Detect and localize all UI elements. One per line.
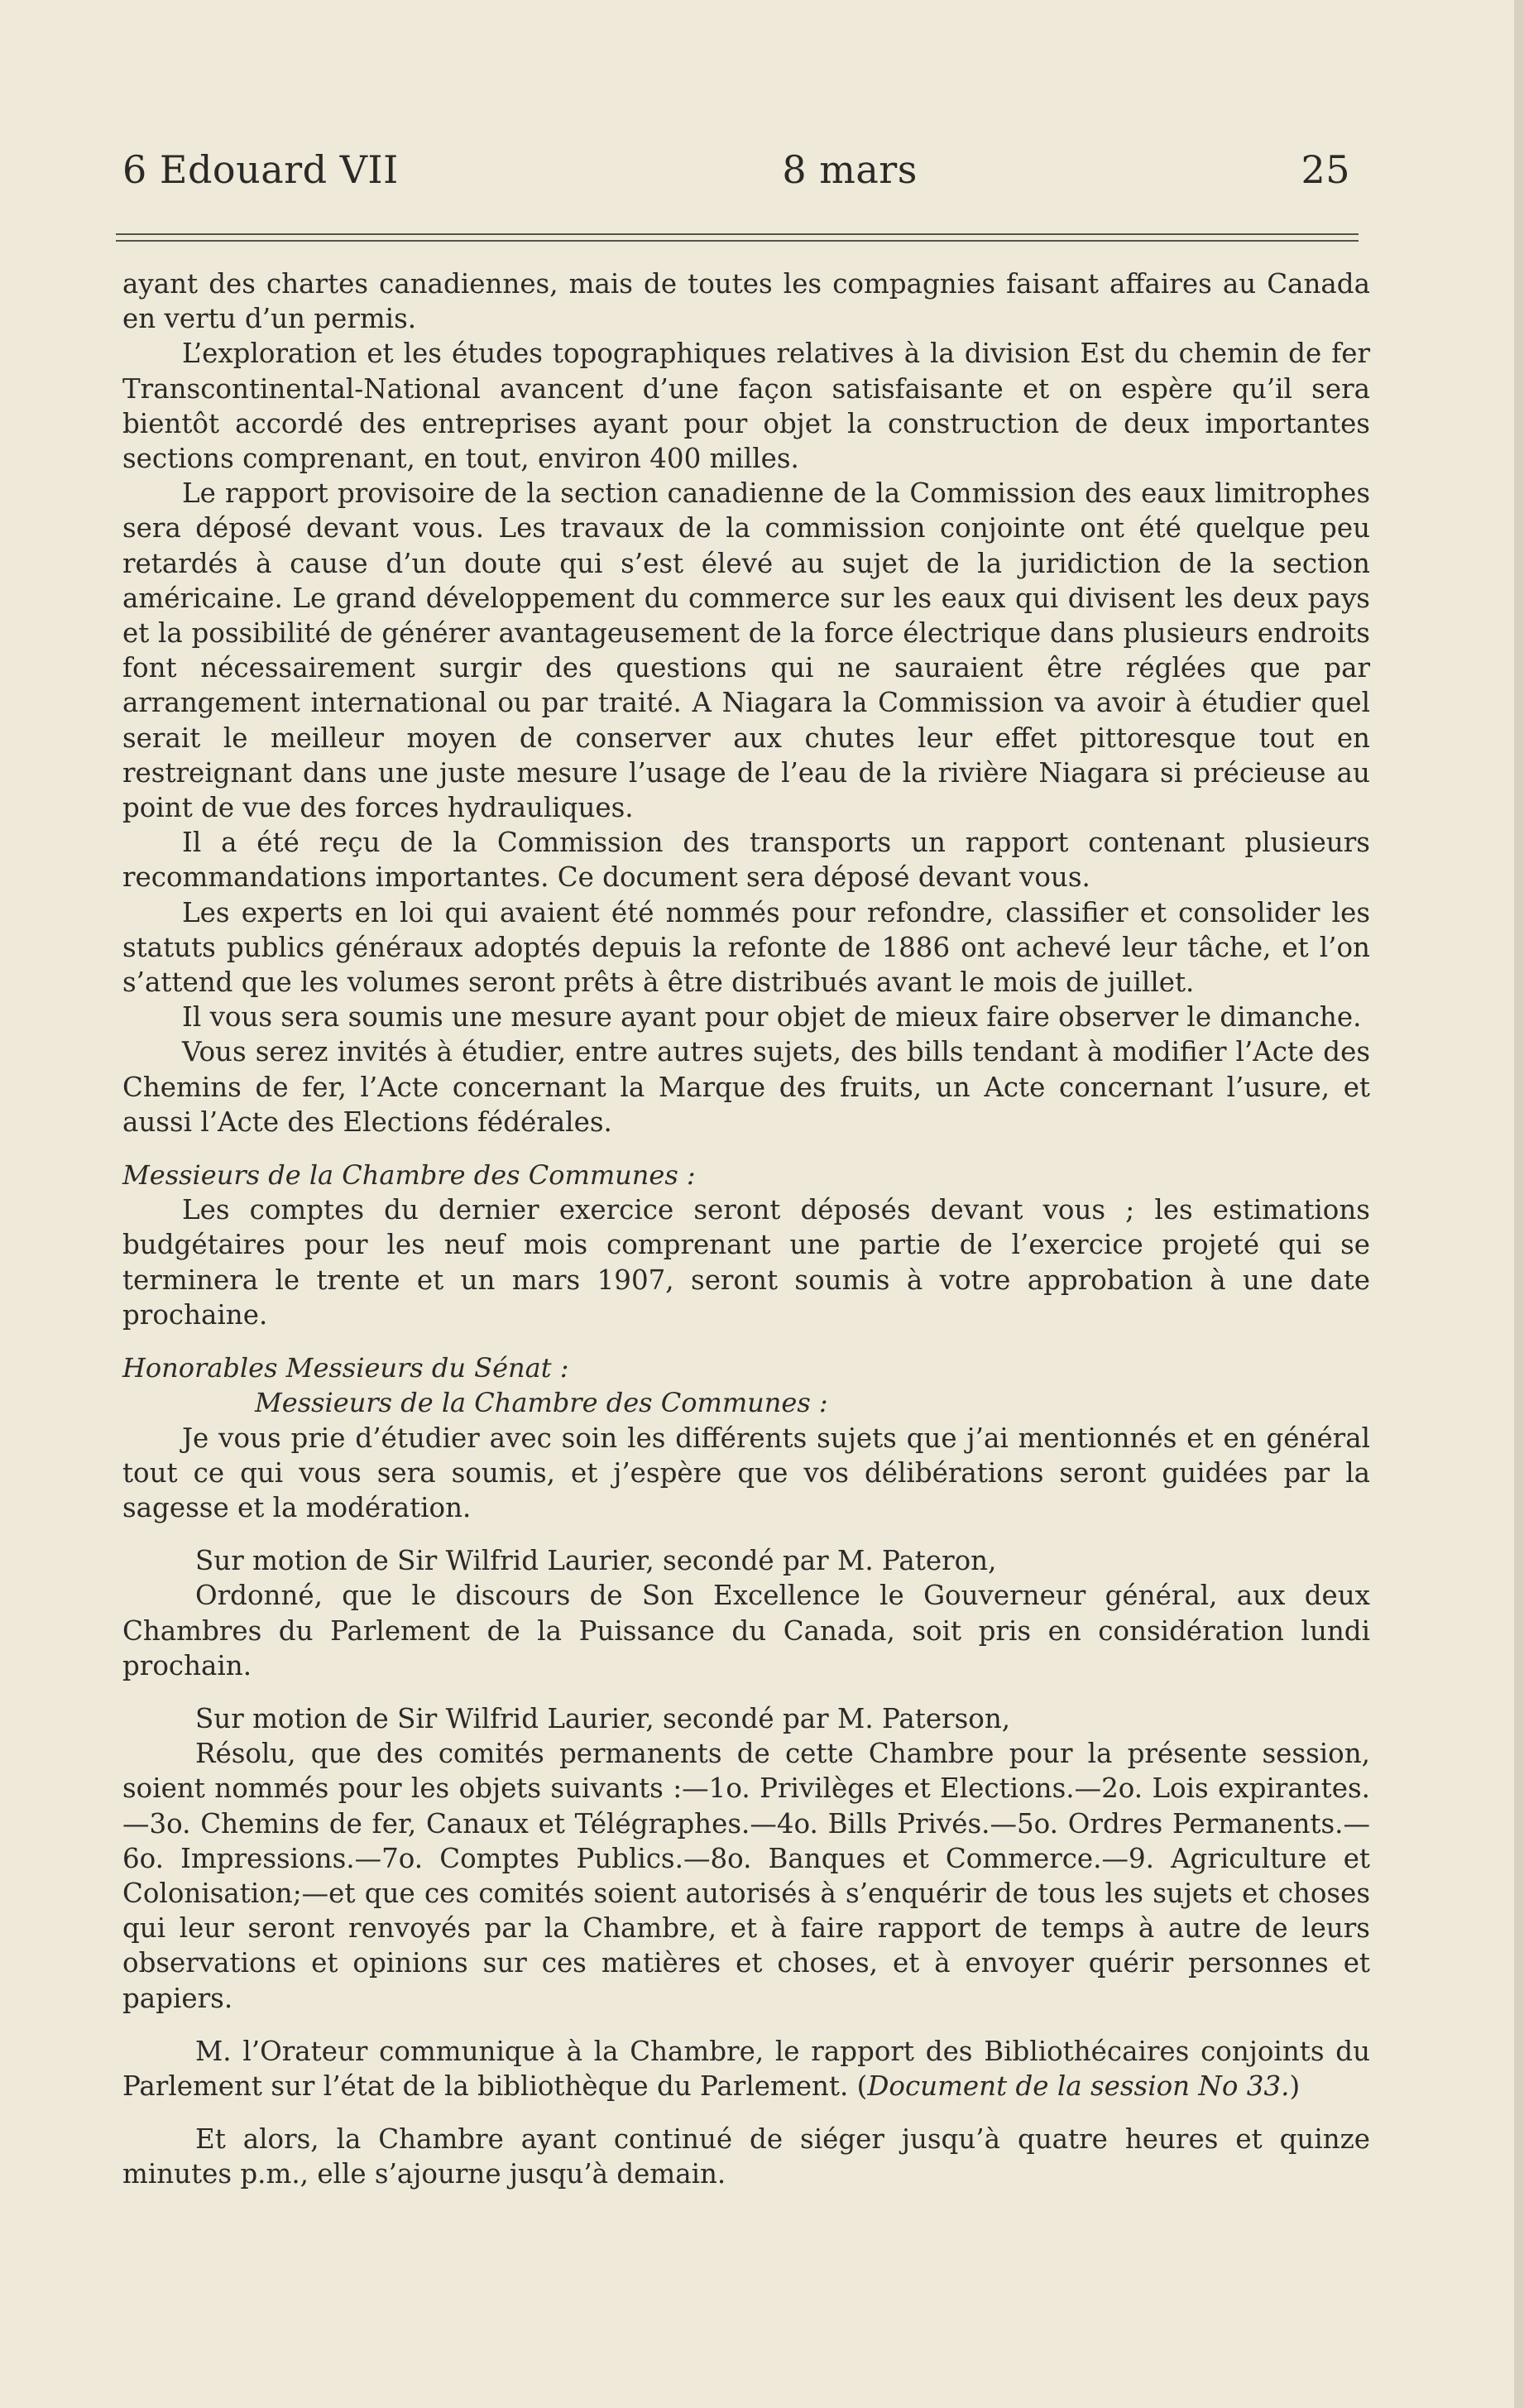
paragraph-motion-2: Sur motion de Sir Wilfrid Laurier, secondé par M. Paterson, <box>195 1702 1011 1734</box>
paragraph-eaux-limitrophes: Le rapport provisoire de la section canadienne de la Commission des eaux limitrophes sera déposé devant vous. Les travaux de la commission conjointe ont été quelque peu retardés à cause d’un doute qui s’est élevé au sujet de la juridiction de la section américaine. Le grand développement du commerce sur les eaux qui divisent les deux pays et la possibilité de générer avantageusement de la force électrique dans plusieurs endroits font nécessairement surgir des questions qui ne sauraient être réglées que par arrangement international ou par traité. A Niagara la Commission va avoir à étudier quel serait le meilleur moyen de conserver aux chutes leur effet pittoresque tout en restreignant dans une juste mesure l’usage de l’eau de la rivière Niagara si précieuse au point de vue des forces hydrauliques. <box>122 477 1370 824</box>
paragraph-orateur <box>122 2034 1370 2103</box>
paragraph-ordonne: Ordonné, que le discours de Son Excellence le Gouverneur général, aux deux Chambres du Parlement de la Puissance du Canada, soit pris en considération lundi prochain. <box>122 1580 1370 1681</box>
body-text <box>122 266 1370 2192</box>
paragraph-resolu: Résolu, que des comités permanents de cette Chambre pour la présente session, soient nommés pour les objets suivants :—1o. Privilèges et Elections.—2o. Lois expirantes.—3o. Chemins de fer, Canaux et Télégraphes.—4o. Bills Privés.—5o. Ordres Permanents.—6o. Impressions.—7o. Comptes Publics.—8o. Banques et Commerce.—9. Agriculture et Colonisation;—et que ces comités soient autorisés à s’enquérir de tous les sujets et choses qui leur seront renvoyés par la Chambre, et à faire rapport de temps à autre de leurs observations et opinions sur ces matières et choses, et à envoyer quérir personnes et papiers. <box>122 1738 1370 2014</box>
paragraph-transports: Il a été reçu de la Commission des transports un rapport contenant plusieurs recommandations importantes. Ce document sera déposé devant vous. <box>122 827 1370 894</box>
document-reference: Document de la session No 33. <box>867 2070 1290 2102</box>
paragraph-experts: Les experts en loi qui avaient été nommés pour refondre, classifier et consolider les statuts publics généraux adoptés depuis la refonte de 1886 ont achevé leur tâche, et l’on s’attend que les volumes seront prêts à être distribués avant le mois de juillet. <box>122 896 1370 999</box>
header-session: 6 Edouard VII <box>122 147 399 192</box>
paragraph-prie: Je vous prie d’étudier avec soin les différents sujets que j’ai mentionnés et en général tout ce qui vous sera soumis, et j’espère que vos délibérations seront guidées par la sagesse et la modération. <box>122 1422 1370 1523</box>
heading-commons: Messieurs de la Chambre des Communes : <box>122 1159 696 1192</box>
paragraph-chartes: ayant des chartes canadiennes, mais de toutes les compagnies faisant affaires au Canada en vertu d’un permis. <box>122 268 1370 335</box>
paragraph-ajournement: Et alors, la Chambre ayant continué de siéger jusqu’à quatre heures et quinze minutes p.m., elle s’ajourne jusqu’à demain. <box>122 2123 1370 2190</box>
paragraph-motion-1: Sur motion de Sir Wilfrid Laurier, secondé par M. Pateron, <box>195 1545 997 1577</box>
paragraph-exploration: L’exploration et les études topographiques relatives à la division Est du chemin de fer Transcontinental-National avancent d’une façon satisfaisante et on espère qu’il sera bientôt accordé des entreprises ayant pour objet la construction de deux importantes sections comprenant, en tout, environ 400 milles. <box>122 338 1370 475</box>
page-header <box>122 147 1350 192</box>
heading-senat: Honorables Messieurs du Sénat : <box>122 1352 569 1384</box>
heading-commons-2: Messieurs de la Chambre des Communes : <box>255 1387 828 1419</box>
orateur-close: ) <box>1289 2070 1301 2102</box>
header-date: 8 mars <box>782 147 918 192</box>
header-rule-top <box>116 233 1359 235</box>
header-rule-bottom <box>116 240 1359 242</box>
page-number: 25 <box>1301 147 1350 192</box>
orateur-text: M. l’Orateur communique à la Chambre, le rapport des Bibliothécaires conjoints du Parlement sur l’état de la bibliothèque du Parlement. ( <box>122 2035 1370 2102</box>
paragraph-comptes: Les comptes du dernier exercice seront déposés devant vous ; les estimations budgétaires pour les neuf mois comprenant une partie de l’exercice projeté qui se terminera le trente et un mars 1907, seront soumis à votre approbation à une date prochaine. <box>122 1194 1370 1331</box>
paragraph-dimanche: Il vous sera soumis une mesure ayant pour objet de mieux faire observer le dimanche. <box>182 1001 1362 1034</box>
paragraph-bills: Vous serez invités à étudier, entre autres sujets, des bills tendant à modifier l’Acte des Chemins de fer, l’Acte concernant la Marque des fruits, un Acte concernant l’usure, et aussi l’Acte des Elections fédérales. <box>122 1036 1370 1138</box>
